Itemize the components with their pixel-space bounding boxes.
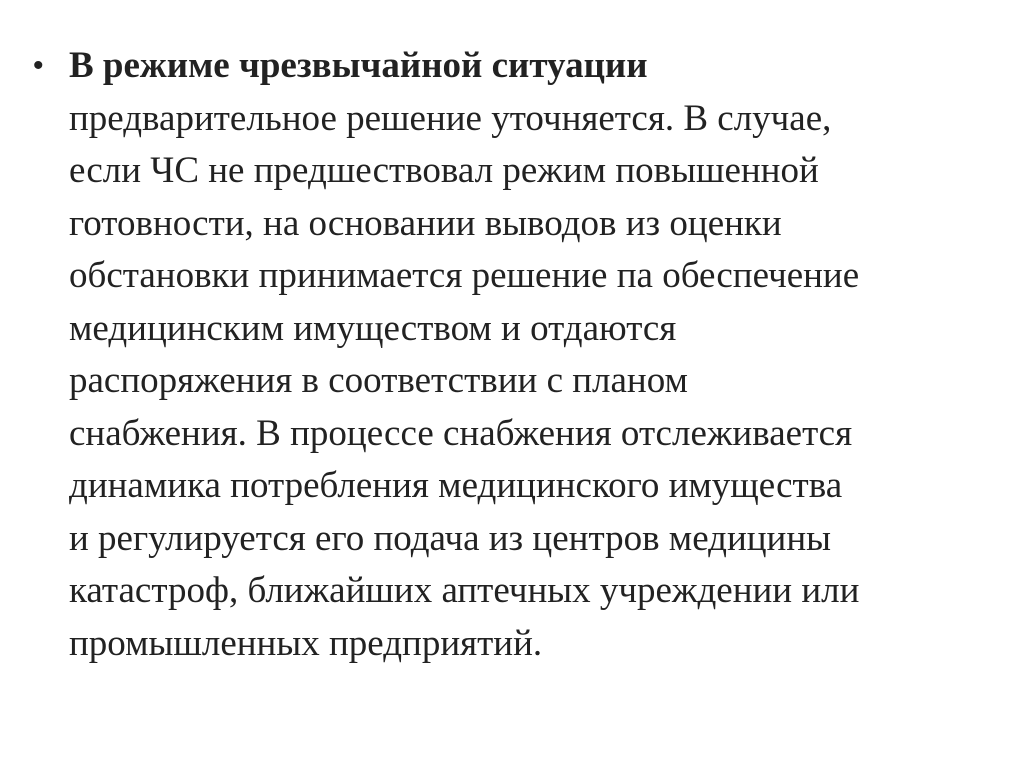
bullet-dot-icon: • — [33, 49, 44, 82]
bullet-list — [33, 40, 1013, 670]
bullet-text-line: снабжения. В процессе снабжения отслеживается — [69, 412, 853, 454]
bullet-text-line: предварительное решение уточняется. В случае, — [69, 97, 832, 139]
bullet-text-line: медицинским имуществом и отдаются — [69, 307, 677, 349]
bullet-text-line: распоряжения в соответствии с планом — [69, 360, 688, 401]
bullet-text-line: готовности, на основании выводов из оценки — [69, 202, 782, 244]
bullet-text-line: если ЧС не предшествовал режим повышенной — [69, 150, 819, 191]
bullet-text-line: катастроф, ближайших аптечных учреждении или — [69, 570, 860, 611]
bullet-lead-text: В режиме чрезвычайной ситуации — [69, 45, 648, 86]
bullet-item — [33, 40, 1013, 670]
bullet-text-line: промышленных предприятий. — [69, 622, 543, 664]
bullet-text-line: обстановки принимается решение па обеспечение — [69, 255, 860, 296]
bullet-text-line: динамика потребления медицинского имущества — [69, 465, 843, 506]
bullet-text-line: и регулируется его подача из центров медицины — [69, 517, 832, 559]
